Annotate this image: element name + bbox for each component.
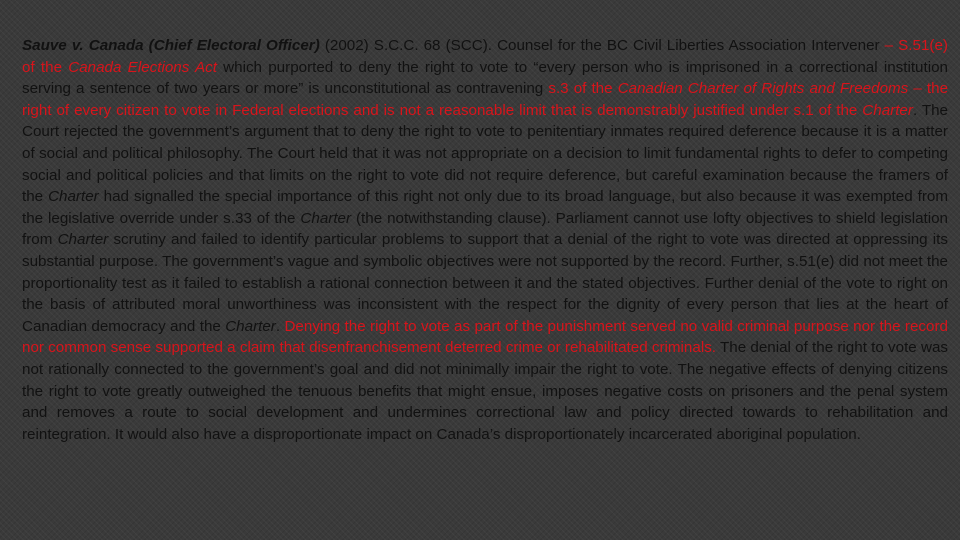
- highlight-charter-section: s.3 of the: [548, 80, 618, 98]
- body-text-2: . The Court rejected the government’s argument that to deny the right to vote to penitentiary inmates required deference because it is a matter of social and political philosophy. The Court held that it was not appropriate on a decision to limit fundamental rights to defer to competing social and political policies and that limits on the right to vote did not require deference, but careful examination because the framers of the: [22, 101, 948, 206]
- highlight-charter-word: Charter: [862, 101, 913, 119]
- highlight-statute-section: – S.51(e) of the: [22, 37, 948, 76]
- body-text-4: (the notwithstanding clause). Parliament cannot use lofty objectives to shield legislation from: [22, 209, 949, 249]
- charter-word-3: Charter: [57, 231, 109, 249]
- charter-word-1: Charter: [48, 188, 99, 206]
- case-summary-paragraph: [22, 35, 948, 445]
- body-text-7: The denial of the right to vote was not rationally connected to the government’s goal and did not minimally impair the right to vote. The negative effects of denying citizens the right to vote greatly outweighed the tenuous benefits that might ensue, imposes negative costs on prisoners and the penal system and removes a route to social development and undermines correctional law and policy directed towards to rehabilitation and reintegration. It would also have a disproportionate impact on Canada’s disproportionately incarcerated aboriginal population.: [22, 339, 948, 443]
- highlight-punishment-finding: Denying the right to vote as part of the punishment served no valid criminal purpose nor the record nor common sense supported a claim that disenfranchisement deterred crime or rehabilitated criminals.: [22, 317, 948, 357]
- highlight-statute-name: Canada Elections Act: [68, 58, 217, 76]
- body-text-1: which purported to deny the right to vote to “every person who is imprisoned in a correctional institution serving a sentence of two years or more” is unconstitutional as contravening: [22, 58, 948, 98]
- highlight-charter-name: Canadian Charter of Rights and Freedoms: [617, 80, 909, 98]
- case-name: Sauve v. Canada (Chief Electoral Officer): [22, 37, 320, 54]
- highlight-right-to-vote: – the right of every citizen to vote in Federal elections and is not a reasonable limit that is demonstrably justified under s.1 of the: [22, 80, 949, 119]
- charter-word-4: Charter: [225, 317, 276, 335]
- charter-word-2: Charter: [300, 209, 352, 227]
- case-citation: (2002) S.C.C. 68 (SCC). Counsel for the BC Civil Liberties Association Intervener: [319, 37, 885, 54]
- body-text-6: .: [275, 317, 285, 335]
- body-text-3: had signalled the special importance of this right not only due to its broad language, but also because it was exempted from the legislative override under s.33 of the: [22, 188, 948, 227]
- body-text-5: scrutiny and failed to identify particular problems to support that a denial of the right to vote was directed at oppressing its substantial purpose. The government’s vague and symbolic objectives were not supported by the record. Further, s.51(e) did not meet the proportionality test as it failed to establish a rational connection between it and the stated objectives. Further denial of the vote to right on the basis of attributed moral unworthiness was inconsistent with the respect for the dignity of every person that lies at the heart of Canadian democracy and the: [22, 231, 948, 335]
